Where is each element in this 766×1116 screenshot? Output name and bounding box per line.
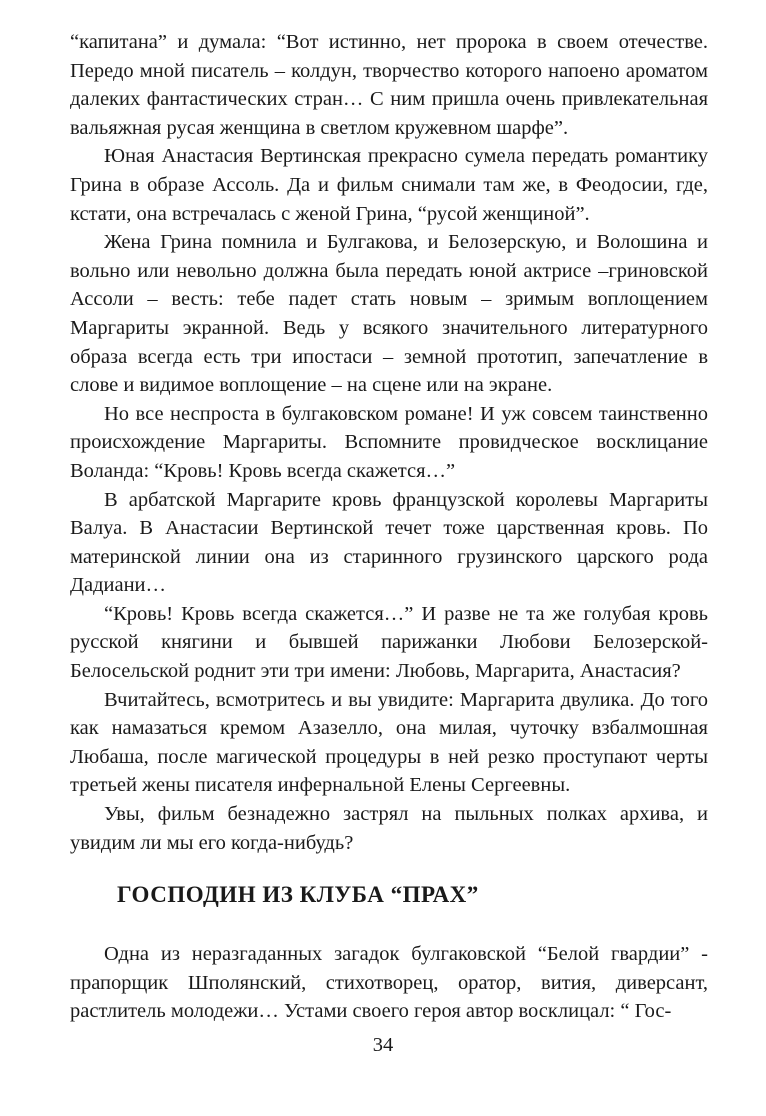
main-text <box>70 28 708 857</box>
paragraph-2: Юная Анастасия Вертинская прекрасно сумела передать романтику Грина в образе Ассоль. Да и фильм снимали там же, в Феодосии, где, кстати, она встречалась с женой Грина, “русой женщиной”. <box>70 145 708 225</box>
paragraph-3: Жена Грина помнила и Булгакова, и Белозерскую, и Волошина и вольно или невольно должна была передать юной актрисе –гриновской Ассоли – весть: тебе падет стать новым – зримым воплощением Маргариты экранной. Ведь у всякого значительного литературного образа всегда есть три ипостаси – земной прототип, запечатление в слове и видимое воплощение – на сцене или на экране. <box>70 231 708 397</box>
paragraph-1: “капитана” и думала: “Вот истинно, нет пророка в своем отечестве. Передо мной писатель – колдун, творчество которого напоено ароматом далеких фантастических стран… С ним пришла очень привлекательная вальяжная русая женщина в светлом кружевном шарфе”. <box>70 31 708 139</box>
section-paragraph: Одна из неразгаданных загадок булгаковской “Белой гвардии” - прапорщик Шполянский, стихотворец, оратор, вития, диверсант, растлитель молодежи… Устами своего героя автор восклицал: “ Гос- <box>70 943 708 1023</box>
section-text <box>70 940 708 1026</box>
paragraph-7: Вчитайтесь, всмотритесь и вы увидите: Маргарита двулика. До того как намазаться кремом Азазелло, она милая, чуточку взбалмошная Любаша, после магической процедуры в ней резко проступают черты третьей жены писателя инфернальной Елены Сергеевны. <box>70 688 708 797</box>
paragraph-6: “Кровь! Кровь всегда скажется…” И разве не та же голубая кровь русской княгини и бывшей парижанки Любови Белозерской-Белосельской роднит эти три имени: Любовь, Маргарита, Анастасия? <box>70 602 708 683</box>
section-heading: ГОСПОДИН ИЗ КЛУБА “ПРАХ” <box>117 882 479 907</box>
paragraph-5: В арбатской Маргарите кровь французской королевы Маргариты Валуа. В Анастасии Вертинской течет тоже царственная кровь. По материнской линии она из старинного грузинского царского рода Дадиани… <box>70 488 708 597</box>
paragraph-8: Увы, фильм безнадежно застрял на пыльных полках архива, и увидим ли мы его когда-нибудь? <box>70 803 708 854</box>
page-number: 34 <box>372 1034 394 1056</box>
paragraph-4: Но все неспроста в булгаковском романе! И уж совсем таинственно происхождение Маргариты. Вспомните провидческое восклицание Воланда: “Кровь! Кровь всегда скажется…” <box>70 402 708 482</box>
